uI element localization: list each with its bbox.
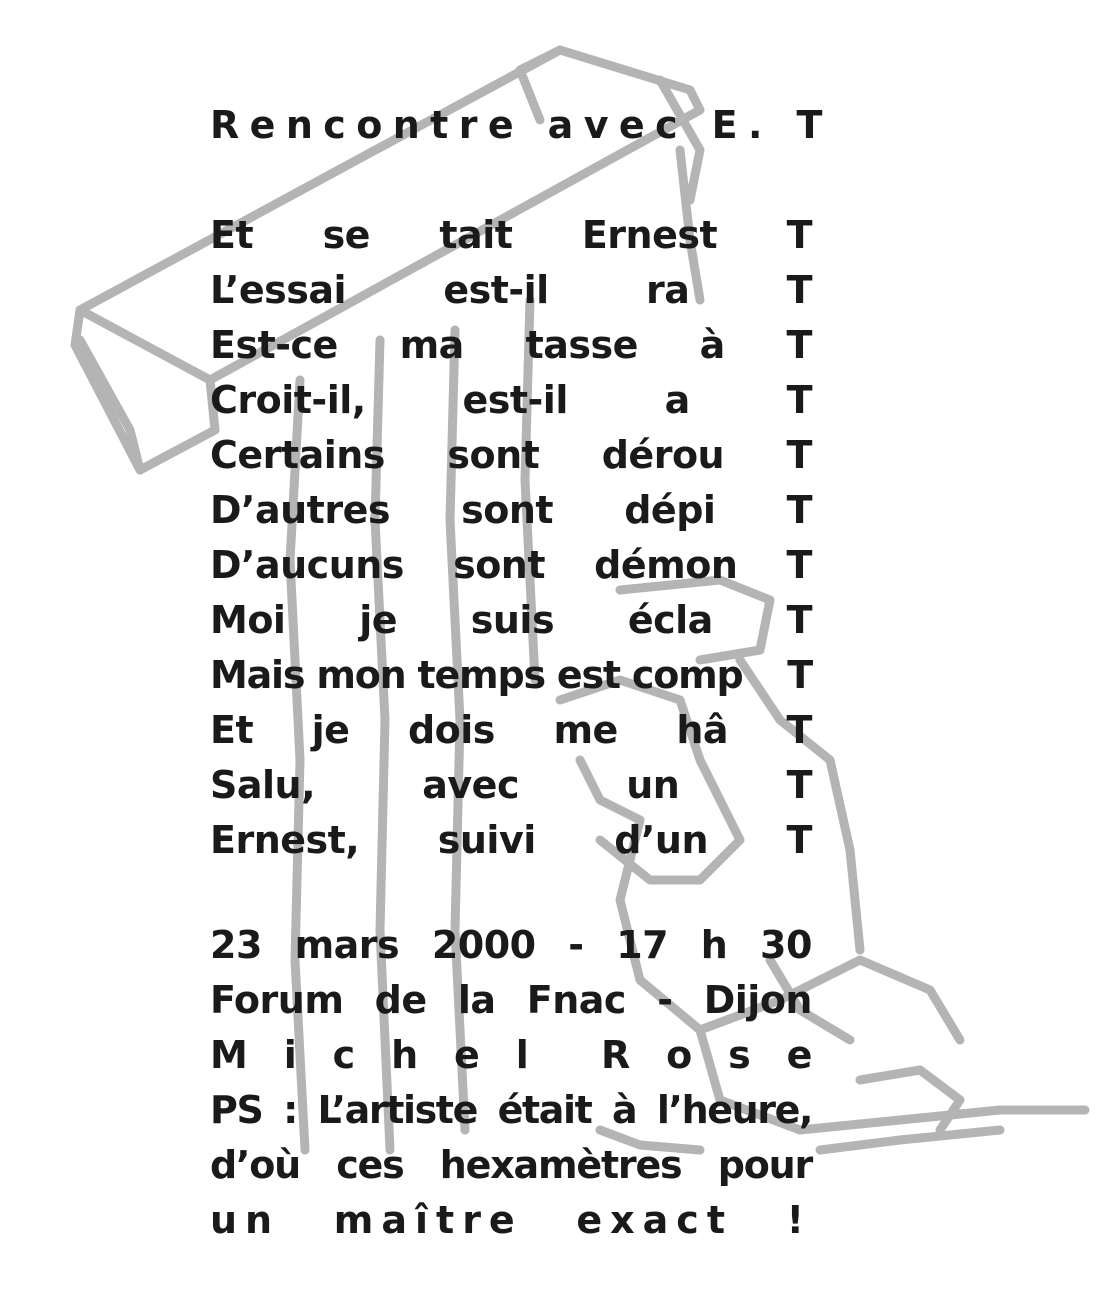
author-letter: e [454, 1033, 480, 1077]
verse-word: suivi [437, 818, 536, 862]
verse-12 [210, 815, 812, 865]
footer-word: - [657, 978, 673, 1022]
verse-8 [210, 595, 812, 645]
footer-word: 23 [210, 923, 262, 967]
verse-word: dépi [624, 488, 716, 532]
verse-word: T [786, 818, 812, 862]
verse-4 [210, 375, 812, 425]
verse-word: ra [645, 268, 690, 312]
verse-word: Ernest [581, 213, 718, 257]
footer-word: L’artiste [317, 1088, 477, 1132]
footer-word: 2000 [431, 923, 536, 967]
verse-word: T [786, 268, 812, 312]
verse-word: tasse [525, 323, 638, 367]
postscript-2 [210, 1140, 812, 1190]
footer-word: un [210, 1198, 281, 1242]
verse-word: Croit-il, [210, 378, 366, 422]
verse-word: à [699, 323, 725, 367]
footer-word: Forum [210, 978, 344, 1022]
verse-word: hâ [676, 708, 729, 752]
footer-word: mars [294, 923, 400, 967]
author-letter: i [283, 1033, 297, 1077]
verse-word: sont [447, 433, 540, 477]
verse-word: est-il [462, 378, 568, 422]
footer-word: Fnac [526, 978, 626, 1022]
event-venue [210, 975, 812, 1025]
verse-word: L’essai [210, 268, 347, 312]
verse-word: a [664, 378, 690, 422]
verse-word: démon [594, 543, 738, 587]
verse-word: dérou [601, 433, 725, 477]
verse-9 [210, 650, 812, 700]
footer-word: était [497, 1088, 592, 1132]
verse-word: se [322, 213, 370, 257]
verse-word: T [787, 653, 812, 697]
footer-word: h [700, 923, 728, 967]
footer-word: Dijon [703, 978, 812, 1022]
verse-word: Et [210, 708, 254, 752]
verse-word: Moi [210, 598, 286, 642]
verse-word: Salu, [210, 763, 316, 807]
verse-2 [210, 265, 812, 315]
footer-word: exact [576, 1198, 733, 1242]
author-letter: e [786, 1033, 812, 1077]
verse-word: Mais mon temps est comp [210, 653, 743, 697]
verse-word: me [553, 708, 618, 752]
verse-word: T [786, 543, 812, 587]
verse-word: sont [461, 488, 554, 532]
verse-word: Est-ce [210, 323, 338, 367]
verse-1 [210, 210, 812, 260]
verse-word: est-il [443, 268, 549, 312]
event-date [210, 920, 812, 970]
footer-word: de [374, 978, 427, 1022]
verse-word: Certains [210, 433, 385, 477]
author-letter: o [666, 1033, 692, 1077]
verse-5 [210, 430, 812, 480]
footer-word: - [568, 923, 584, 967]
verse-word: T [786, 488, 812, 532]
footer-word: 17 [616, 923, 669, 967]
verse-7 [210, 540, 812, 590]
verse-word: d’un [614, 818, 709, 862]
verse-word: T [786, 763, 812, 807]
verse-word: D’aucuns [210, 543, 404, 587]
verse-word: avec [422, 763, 519, 807]
verse-word: T [786, 378, 812, 422]
footer-word: la [457, 978, 496, 1022]
verse-word: dois [407, 708, 495, 752]
author-letter: R [601, 1033, 630, 1077]
footer-word: 30 [760, 923, 812, 967]
footer-word: à [612, 1088, 637, 1132]
verse-word: sont [453, 543, 546, 587]
poem-title: Rencontre avec E. T [210, 103, 833, 147]
verse-word: tait [439, 213, 513, 257]
verse-6 [210, 485, 812, 535]
author-letter: l [515, 1033, 529, 1077]
verse-word: T [786, 598, 812, 642]
verse-word: un [626, 763, 680, 807]
footer-word: : [283, 1088, 297, 1132]
verse-word: T [786, 433, 812, 477]
verse-word: Ernest, [210, 818, 360, 862]
footer-word: maître [333, 1198, 523, 1242]
verse-word: écla [627, 598, 713, 642]
postscript-1 [210, 1085, 812, 1135]
author-letter: h [391, 1033, 418, 1077]
verse-word: D’autres [210, 488, 390, 532]
verse-10 [210, 705, 812, 755]
footer-word: PS [210, 1088, 263, 1132]
verse-word: Et [210, 213, 254, 257]
author-letter: c [332, 1033, 355, 1077]
footer-word: ces [336, 1143, 404, 1187]
verse-word: je [311, 708, 350, 752]
footer-word: pour [717, 1143, 812, 1187]
verse-word: T [786, 708, 812, 752]
verse-11 [210, 760, 812, 810]
verse-word: T [786, 323, 812, 367]
verse-word: je [359, 598, 398, 642]
footer-word: d’où [210, 1143, 300, 1187]
author-letter: s [728, 1033, 751, 1077]
verse-3 [210, 320, 812, 370]
author-name [210, 1030, 812, 1080]
footer-word: hexamètres [439, 1143, 682, 1187]
footer-word: l’heure, [656, 1088, 812, 1132]
verse-word: suis [470, 598, 555, 642]
author-letter: M [210, 1033, 248, 1077]
verse-word: ma [399, 323, 464, 367]
verse-word: T [786, 213, 812, 257]
postscript-3 [210, 1195, 812, 1245]
footer-word: ! [786, 1198, 812, 1242]
